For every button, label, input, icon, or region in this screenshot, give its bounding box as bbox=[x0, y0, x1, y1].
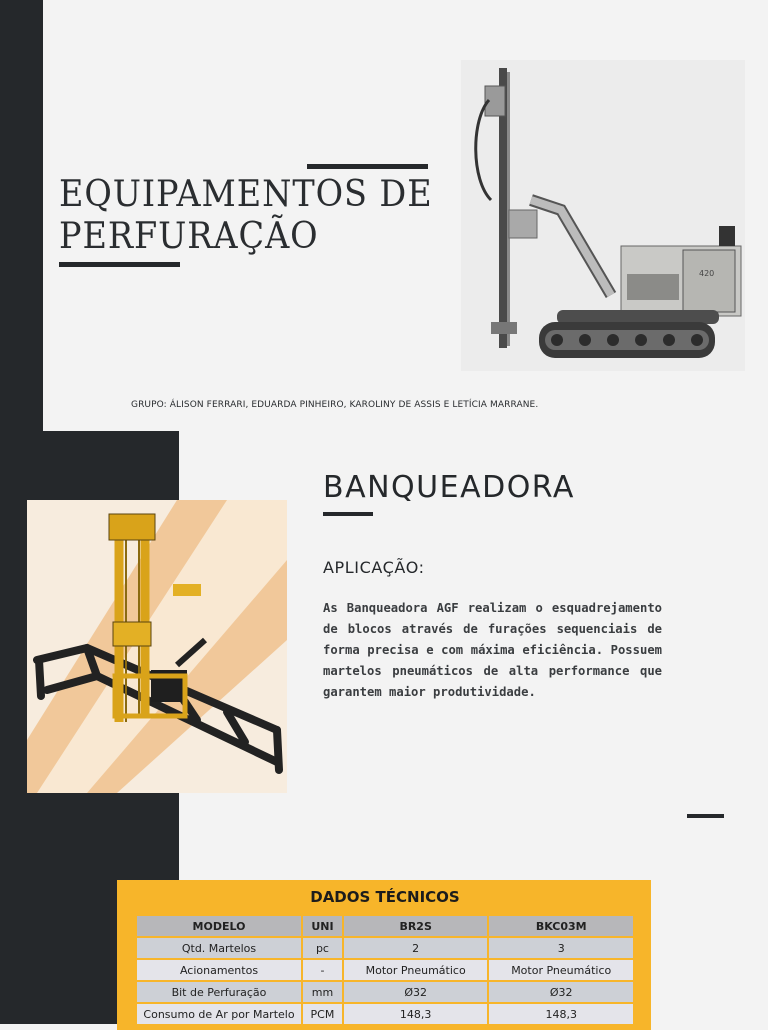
table-cell: PCM bbox=[302, 1003, 343, 1025]
group-members: GRUPO: ÁLISON FERRARI, EDUARDA PINHEIRO, KAROLINY DE ASSIS E LETÍCIA MARRANE. bbox=[131, 400, 539, 410]
column-header: UNI bbox=[302, 915, 343, 937]
table-cell: mm bbox=[302, 981, 343, 1003]
table-row bbox=[136, 981, 634, 1003]
table-row bbox=[136, 1003, 634, 1025]
table-cell: Motor Pneumático bbox=[488, 959, 634, 981]
table-header-row bbox=[136, 915, 634, 937]
table-cell: Ø32 bbox=[343, 981, 489, 1003]
table-cell: Acionamentos bbox=[136, 959, 302, 981]
title-line-1: EQUIPAMENTOS DE bbox=[59, 174, 433, 215]
table-cell: pc bbox=[302, 937, 343, 959]
dark-strip-top bbox=[0, 0, 43, 432]
table-row bbox=[136, 937, 634, 959]
application-subtitle: APLICAÇÃO: bbox=[323, 558, 425, 577]
table-cell: Motor Pneumático bbox=[343, 959, 489, 981]
hero-plate-text: 420 bbox=[699, 269, 715, 278]
table-cell: Ø32 bbox=[488, 981, 634, 1003]
table-cell: Qtd. Martelos bbox=[136, 937, 302, 959]
column-header: BKC03M bbox=[488, 915, 634, 937]
table-cell: Consumo de Ar por Martelo bbox=[136, 1003, 302, 1025]
decorative-dash bbox=[687, 814, 724, 818]
table-heading: DADOS TÉCNICOS bbox=[310, 888, 460, 906]
banqueadora-photo bbox=[27, 500, 287, 793]
section-title: BANQUEADORA bbox=[323, 470, 575, 505]
hero-drill-rig-image bbox=[461, 60, 745, 371]
section-title-rule bbox=[323, 512, 373, 516]
table-cell: 148,3 bbox=[343, 1003, 489, 1025]
spec-table bbox=[135, 914, 635, 1026]
page-title bbox=[59, 174, 431, 258]
title-rule-bottom bbox=[59, 262, 180, 267]
application-description: As Banqueadora AGF realizam o esquadrejamento de blocos através de furações sequenciais de forma precisa e com máxima eficiência. Possuem martelos pneumáticos de alta performance que garantem maior produtividade. bbox=[323, 601, 662, 699]
table-row bbox=[136, 959, 634, 981]
table-cell: 148,3 bbox=[488, 1003, 634, 1025]
table-cell: 2 bbox=[343, 937, 489, 959]
column-header: MODELO bbox=[136, 915, 302, 937]
drill-rig-illustration bbox=[461, 60, 745, 371]
column-header: BR2S bbox=[343, 915, 489, 937]
banqueadora-illustration bbox=[27, 500, 287, 793]
technical-data-table bbox=[117, 880, 651, 1030]
table-cell: Bit de Perfuração bbox=[136, 981, 302, 1003]
table-cell: 3 bbox=[488, 937, 634, 959]
title-rule-top bbox=[307, 164, 428, 169]
table-cell: - bbox=[302, 959, 343, 981]
title-line-2: PERFURAÇÃO bbox=[59, 216, 319, 257]
